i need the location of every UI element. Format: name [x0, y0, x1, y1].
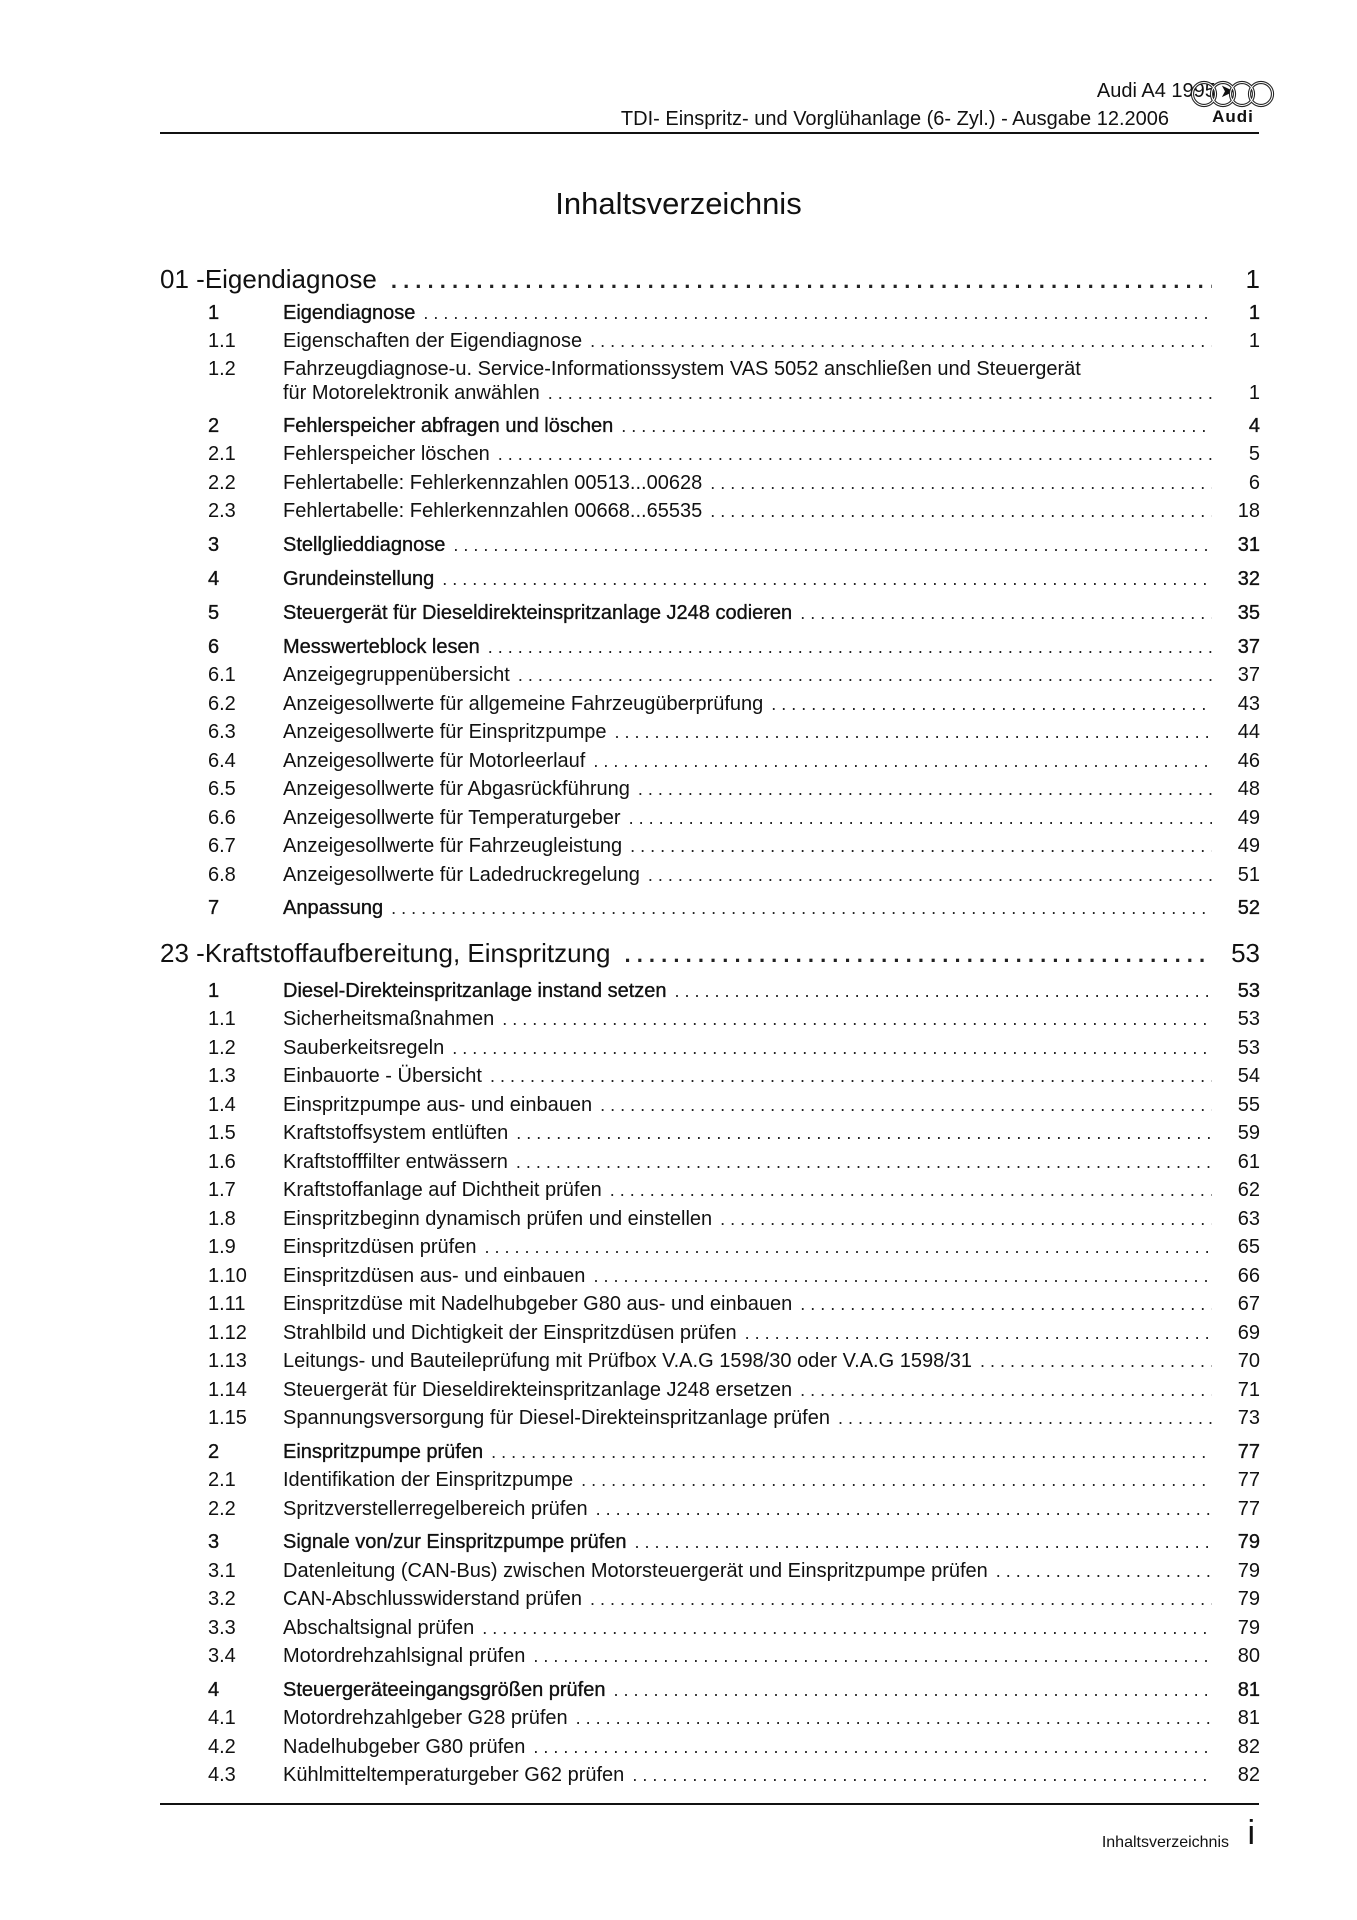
toc-entry-title: Einbauorte - Übersicht: [283, 1065, 482, 1087]
dot-leader: [391, 268, 1212, 294]
toc-entry-number: 2.2: [208, 472, 236, 494]
toc-subsection-entry[interactable]: [160, 1379, 1260, 1402]
toc-entry-page: 73: [1237, 1407, 1260, 1429]
toc-entry-title: Anzeigesollwerte für Ladedruckregelung: [283, 864, 640, 886]
dot-leader: [491, 1442, 1212, 1463]
toc-subsection-entry[interactable]: [160, 807, 1260, 830]
toc-entry-number: 1.1: [208, 330, 236, 352]
toc-subsection-entry[interactable]: [160, 443, 1260, 466]
toc-entry-title: Anzeigesollwerte für Abgasrückführung: [283, 778, 630, 800]
footer-label: Inhaltsverzeichnis: [1101, 1834, 1229, 1851]
dot-leader: [533, 1737, 1212, 1758]
toc-subsection-entry[interactable]: [160, 1350, 1260, 1373]
toc-entry-number: 1.11: [208, 1293, 246, 1315]
toc-entry-page: 79: [1237, 1588, 1260, 1610]
toc-entry-page: 51: [1237, 864, 1260, 886]
toc-entry-page: 37: [1237, 664, 1260, 686]
toc-subsection-entry[interactable]: [160, 1498, 1260, 1521]
toc-entry-title: Nadelhubgeber G80 prüfen: [283, 1736, 526, 1758]
toc-entry-page: 77: [1237, 1469, 1260, 1491]
toc-entry-title: Anpassung: [283, 897, 384, 919]
toc-section-entry[interactable]: [160, 1441, 1260, 1464]
toc-entry-page: 59: [1237, 1122, 1260, 1144]
toc-entry-title: Identifikation der Einspritzpumpe: [283, 1469, 574, 1491]
toc-entry-title: Kühlmitteltemperaturgeber G62 prüfen: [283, 1764, 625, 1786]
toc-entry-page: 32: [1237, 568, 1260, 590]
toc-subsection-entry[interactable]: [160, 500, 1260, 523]
toc-entry-number: 6.7: [208, 835, 236, 857]
toc-entry-page: 69: [1237, 1322, 1260, 1344]
toc-entry-title: Sicherheitsmaßnahmen: [283, 1008, 495, 1030]
dot-leader: [482, 1618, 1212, 1639]
toc-section-entry[interactable]: [160, 636, 1260, 659]
toc-entry-title: Messwerteblock lesen: [283, 636, 480, 658]
toc-entry-title: Fehlerspeicher löschen: [283, 443, 490, 465]
toc-subsection-entry[interactable]: [160, 1293, 1260, 1316]
dot-leader: [516, 1123, 1212, 1144]
toc-subsection-entry[interactable]: [160, 778, 1260, 801]
toc-entry-title: Spritzverstellerregelbereich prüfen: [283, 1498, 588, 1520]
toc-subsection-entry[interactable]: [160, 1407, 1260, 1430]
toc-entry-number: 1.14: [208, 1379, 247, 1401]
toc-entry-page: 77: [1237, 1498, 1260, 1520]
toc-entry-title: Einspritzdüsen aus- und einbauen: [283, 1265, 586, 1287]
toc-section-entry[interactable]: [160, 602, 1260, 625]
toc-subsection-entry[interactable]: [160, 330, 1260, 353]
toc-entry-title: Fehlerspeicher abfragen und löschen: [283, 415, 614, 437]
dot-leader: [518, 665, 1212, 686]
toc-subsection-entry[interactable]: [160, 1736, 1260, 1759]
toc-entry-title: Anzeigesollwerte für Einspritzpumpe: [283, 721, 607, 743]
dot-leader: [710, 473, 1212, 494]
toc-entry-title: Anzeigesollwerte für Temperaturgeber: [283, 807, 621, 829]
toc-subsection-entry[interactable]: [160, 1236, 1260, 1259]
toc-subsection-entry[interactable]: [160, 1094, 1260, 1117]
toc-entry-number: 1.5: [208, 1122, 236, 1144]
toc-entry-page: 49: [1237, 835, 1260, 857]
dot-leader: [638, 779, 1212, 800]
toc-entry-title: Leitungs- und Bauteileprüfung mit Prüfbox V.A.G 1598/30 oder V.A.G 1598/31: [283, 1350, 972, 1372]
dot-leader: [590, 331, 1212, 352]
toc-subsection-entry[interactable]: [160, 1617, 1260, 1640]
toc-subsection-entry[interactable]: [160, 1764, 1260, 1787]
toc-entry-number: 1.12: [208, 1322, 247, 1344]
audi-logo: [1190, 80, 1280, 130]
toc-entry-title: Strahlbild und Dichtigkeit der Einspritzdüsen prüfen: [283, 1322, 737, 1344]
toc-section-entry[interactable]: [160, 897, 1260, 920]
toc-entry-number: 3.4: [208, 1645, 236, 1667]
toc-entry-number: 4.2: [208, 1736, 236, 1758]
toc-entry-title: Eigendiagnose: [283, 302, 416, 324]
dot-leader: [648, 865, 1212, 886]
toc-entry-number: 1.10: [208, 1265, 247, 1287]
toc-entry-number: 2: [208, 1441, 220, 1463]
footer-rule: [160, 1803, 1259, 1805]
toc-entry-page: 49: [1237, 807, 1260, 829]
dot-leader: [800, 1380, 1212, 1401]
toc-entry-title: Einspritzbeginn dynamisch prüfen und einstellen: [283, 1208, 713, 1230]
toc-entry-number: 6.3: [208, 721, 236, 743]
dot-leader: [675, 981, 1212, 1002]
page-title: Inhaltsverzeichnis: [555, 186, 802, 221]
toc-entry-page: 1: [1248, 330, 1260, 352]
toc-entry-page: 67: [1237, 1293, 1260, 1315]
toc-subsection-entry[interactable]: [160, 693, 1260, 716]
toc-entry-title: Motordrehzahlgeber G28 prüfen: [283, 1707, 568, 1729]
dot-leader: [548, 383, 1212, 404]
toc-entry-number: 1.13: [208, 1350, 247, 1372]
toc-entry-number: 7: [208, 897, 220, 919]
toc-entry-title: Anzeigesollwerte für Fahrzeugleistung: [283, 835, 623, 857]
dot-leader: [980, 1351, 1212, 1372]
toc-entry-number: 1: [208, 980, 220, 1002]
toc-entry-title: Steuergerät für Dieseldirekteinspritzanlage J248 codieren: [283, 602, 793, 624]
dot-leader: [593, 1266, 1212, 1287]
toc-entry-number: 6.6: [208, 807, 236, 829]
toc-entry-title: Fehlertabelle: Fehlerkennzahlen 00668...65535: [283, 500, 703, 522]
toc-entry-number: 6.1: [208, 664, 236, 686]
header-rule: [160, 132, 1259, 134]
toc-entry-page: 71: [1237, 1379, 1260, 1401]
toc-entry-title: Fahrzeugdiagnose-u. Service-Informationssystem VAS 5052 anschließen und Steuergerät: [283, 358, 1081, 380]
toc-entry-title: Kraftstoffsystem entlüften: [283, 1122, 509, 1144]
toc-entry-title: Diesel-Direkteinspritzanlage instand setzen: [283, 980, 667, 1002]
toc-entry-number: 3.1: [208, 1560, 236, 1582]
toc-section-entry[interactable]: [160, 415, 1260, 438]
toc-entry-title: Stellglieddiagnose: [283, 534, 446, 556]
toc-entry-number: 6.4: [208, 750, 236, 772]
toc-entry-number: 1.9: [208, 1236, 236, 1258]
toc-subsection-entry[interactable]: [160, 1008, 1260, 1031]
toc-entry-page: 48: [1237, 778, 1260, 800]
dot-leader: [710, 501, 1212, 522]
dot-leader: [745, 1323, 1212, 1344]
dot-leader: [590, 1589, 1212, 1610]
dot-leader: [800, 1294, 1212, 1315]
toc-entry-title: Datenleitung (CAN-Bus) zwischen Motorsteuergerät und Einspritzpumpe prüfen: [283, 1560, 988, 1582]
toc-subsection-entry[interactable]: [160, 1037, 1260, 1060]
dot-leader: [516, 1152, 1212, 1173]
toc-entry-number: 1.8: [208, 1208, 236, 1230]
toc-entry-title: Eigenschaften der Eigendiagnose: [283, 330, 583, 352]
toc-entry-number: 2.1: [208, 1469, 236, 1491]
dot-leader: [484, 1237, 1212, 1258]
toc-entry-page: 55: [1237, 1094, 1260, 1116]
dot-leader: [391, 898, 1212, 919]
dot-leader: [533, 1646, 1212, 1667]
toc-entry-number: 3: [208, 534, 220, 556]
toc-entry-title: Einspritzdüsen prüfen: [283, 1236, 477, 1258]
toc-subsection-entry[interactable]: [160, 1065, 1260, 1088]
toc-entry-title: Eigendiagnose: [204, 264, 377, 294]
toc-entry-page: 1: [1248, 382, 1260, 404]
toc-entry-title: Kraftstofffilter entwässern: [283, 1151, 508, 1173]
audi-rings-icon: [1190, 80, 1276, 108]
toc-entry-number: 1.1: [208, 1008, 236, 1030]
dot-leader: [596, 1499, 1212, 1520]
toc-entry-page: 79: [1237, 1560, 1260, 1582]
toc-entry-title: Signale von/zur Einspritzpumpe prüfen: [283, 1531, 627, 1553]
toc-entry-title: Spannungsversorgung für Diesel-Direkteinspritzanlage prüfen: [283, 1407, 830, 1429]
toc-entry-number: 1.15: [208, 1407, 247, 1429]
dot-leader: [488, 637, 1212, 658]
toc-entry-number: 3.3: [208, 1617, 236, 1639]
toc-subsection-entry[interactable]: [160, 472, 1260, 495]
toc-entry-page: 61: [1237, 1151, 1260, 1173]
dot-leader: [800, 603, 1212, 624]
header-model-text: Audi A4 1995: [1096, 80, 1216, 102]
toc-entry-number: 6.8: [208, 864, 236, 886]
toc-chapter-entry[interactable]: [160, 938, 1260, 969]
toc-entry-title: Einspritzdüse mit Nadelhubgeber G80 aus- und einbauen: [283, 1293, 793, 1315]
toc-subsection-entry[interactable]: [160, 1469, 1260, 1492]
toc-entry-page: 70: [1237, 1350, 1260, 1372]
toc-entry-title: Anzeigesollwerte für allgemeine Fahrzeugüberprüfung: [283, 693, 764, 715]
toc-entry-number: 3.2: [208, 1588, 236, 1610]
toc-entry-page: 53: [1231, 938, 1260, 968]
toc-entry-number: 1.7: [208, 1179, 236, 1201]
dot-leader: [720, 1209, 1212, 1230]
toc-subsection-entry[interactable]: [160, 864, 1260, 887]
toc-subsection-entry[interactable]: [160, 750, 1260, 773]
dot-leader: [996, 1561, 1212, 1582]
toc-subsection-entry[interactable]: [160, 1208, 1260, 1231]
dot-leader: [490, 1066, 1212, 1087]
toc-entry-title: Abschaltsignal prüfen: [283, 1617, 475, 1639]
toc-section-entry[interactable]: [160, 534, 1260, 557]
toc-entry-title: Steuergerät für Dieseldirekteinspritzanlage J248 ersetzen: [283, 1379, 793, 1401]
dot-leader: [600, 1095, 1212, 1116]
toc-entry-page: 54: [1237, 1065, 1260, 1087]
dot-leader: [423, 303, 1212, 324]
toc-entry-page: 82: [1237, 1764, 1260, 1786]
dot-leader: [771, 694, 1212, 715]
dot-leader: [613, 1680, 1212, 1701]
dot-leader: [498, 444, 1212, 465]
toc-entry-page: 53: [1237, 1008, 1260, 1030]
toc-entry-page: 81: [1237, 1679, 1260, 1701]
toc-entry-number: 1.4: [208, 1094, 236, 1116]
toc-entry-number: 1.3: [208, 1065, 236, 1087]
toc-entry-number: 01 -: [160, 264, 205, 294]
toc-entry-page: 44: [1237, 721, 1260, 743]
dot-leader: [581, 1470, 1212, 1491]
toc-entry-page: 6: [1248, 472, 1260, 494]
arrow-right-icon: ➤: [1219, 81, 1235, 101]
toc-subsection-entry[interactable]: [160, 835, 1260, 858]
footer-page-number: i: [1247, 1814, 1255, 1852]
toc-subsection-entry[interactable]: [160, 1645, 1260, 1668]
toc-entry-page: 31: [1237, 534, 1260, 556]
toc-entry-number: 4.3: [208, 1764, 236, 1786]
toc-entry-page: 53: [1237, 980, 1260, 1002]
toc-entry-page: 63: [1237, 1208, 1260, 1230]
toc-entry-number: 3: [208, 1531, 220, 1553]
dot-leader: [629, 808, 1212, 829]
dot-leader: [632, 1765, 1212, 1786]
toc-subsection-entry[interactable]: [160, 1707, 1260, 1730]
toc-entry-page: 1: [1248, 302, 1260, 324]
toc-entry-number: 5: [208, 602, 220, 624]
toc-subsection-entry[interactable]: [160, 1151, 1260, 1174]
audi-wordmark: Audi: [1212, 107, 1254, 126]
toc-entry-page: 81: [1237, 1707, 1260, 1729]
toc-subsection-entry[interactable]: [160, 1322, 1260, 1345]
dot-leader: [576, 1708, 1212, 1729]
toc-entry-number: 6: [208, 636, 220, 658]
toc-entry-title: Einspritzpumpe prüfen: [283, 1441, 484, 1463]
toc-entry-continuation[interactable]: [160, 382, 1260, 405]
toc-entry-title: Sauberkeitsregeln: [283, 1037, 445, 1059]
toc-entry-page: 79: [1237, 1531, 1260, 1553]
toc-entry-title: Grundeinstellung: [283, 568, 435, 590]
toc-entry-number: 1.6: [208, 1151, 236, 1173]
toc-entry-number: 4: [208, 1679, 220, 1701]
toc-entry-page: 82: [1237, 1736, 1260, 1758]
toc-section-entry[interactable]: [160, 1679, 1260, 1702]
toc-entry-title: Einspritzpumpe aus- und einbauen: [283, 1094, 593, 1116]
toc-entry-title: für Motorelektronik anwählen: [283, 382, 540, 404]
toc-entry-title: Kraftstoffaufbereitung, Einspritzung: [204, 938, 611, 968]
dot-leader: [452, 1038, 1212, 1059]
toc-entry-number: 1.2: [208, 358, 236, 380]
toc-entry-title: Kraftstoffanlage auf Dichtheit prüfen: [283, 1179, 602, 1201]
toc-entry-number: 2.1: [208, 443, 236, 465]
toc-entry-page: 66: [1237, 1265, 1260, 1287]
dot-leader: [615, 722, 1213, 743]
toc-entry-page: 4: [1248, 415, 1260, 437]
toc-subsection-entry[interactable]: [160, 1122, 1260, 1145]
toc-entry-page: 53: [1237, 1037, 1260, 1059]
toc-entry-page: 80: [1237, 1645, 1260, 1667]
toc-entry-page: 18: [1237, 500, 1260, 522]
toc-subsection-entry[interactable]: [160, 1560, 1260, 1583]
toc-entry-number: 4.1: [208, 1707, 236, 1729]
toc-entry-title: Anzeigesollwerte für Motorleerlauf: [283, 750, 586, 772]
toc-entry-number: 2.3: [208, 500, 236, 522]
dot-leader: [838, 1408, 1212, 1429]
dot-leader: [442, 569, 1212, 590]
toc-entry-page: 1: [1245, 264, 1260, 294]
dot-leader: [502, 1009, 1212, 1030]
toc-section-entry[interactable]: [160, 980, 1260, 1003]
toc-entry-page: 52: [1237, 897, 1260, 919]
dot-leader: [624, 942, 1212, 968]
toc-subsection-entry[interactable]: [160, 1265, 1260, 1288]
toc-section-entry[interactable]: [160, 1531, 1260, 1554]
toc-entry-page: 43: [1237, 693, 1260, 715]
dot-leader: [630, 836, 1212, 857]
dot-leader: [453, 535, 1212, 556]
dot-leader: [621, 416, 1212, 437]
toc-entry-page: 79: [1237, 1617, 1260, 1639]
toc-entry-title: CAN-Abschlusswiderstand prüfen: [283, 1588, 583, 1610]
dot-leader: [635, 1532, 1212, 1553]
toc-entry-title: Anzeigegruppenübersicht: [283, 664, 510, 686]
toc-entry-number: 1.2: [208, 1037, 236, 1059]
header-subtitle: TDI- Einspritz- und Vorglühanlage (6- Zyl.) - Ausgabe 12.2006: [620, 108, 1169, 130]
toc-entry-page: 77: [1237, 1441, 1260, 1463]
toc-entry-number: 6.5: [208, 778, 236, 800]
toc-entry-number: 2.2: [208, 1498, 236, 1520]
toc-entry-title: Fehlertabelle: Fehlerkennzahlen 00513...00628: [283, 472, 703, 494]
toc-subsection-entry[interactable]: [160, 1588, 1260, 1611]
dot-leader: [610, 1180, 1212, 1201]
toc-entry-number: 23 -: [160, 938, 205, 968]
toc-subsection-entry[interactable]: [160, 1179, 1260, 1202]
toc-entry-page: 65: [1237, 1236, 1260, 1258]
toc-entry-page: 62: [1237, 1179, 1260, 1201]
toc-section-entry[interactable]: [160, 568, 1260, 591]
toc-subsection-entry[interactable]: [160, 721, 1260, 744]
toc-section-entry[interactable]: [160, 302, 1260, 325]
toc-subsection-entry[interactable]: [160, 664, 1260, 687]
toc-entry-title: Steuergeräteeingangsgrößen prüfen: [283, 1679, 606, 1701]
dot-leader: [593, 751, 1212, 772]
toc-entry-number: 2: [208, 415, 220, 437]
toc-entry-page: 5: [1248, 443, 1260, 465]
toc-entry-page: 46: [1237, 750, 1260, 772]
toc-entry-page: 37: [1237, 636, 1260, 658]
toc-entry-page: 35: [1237, 602, 1260, 624]
toc-chapter-entry[interactable]: [160, 264, 1260, 295]
toc-entry-title: Motordrehzahlsignal prüfen: [283, 1645, 526, 1667]
toc-entry-number: 6.2: [208, 693, 236, 715]
toc-subsection-entry[interactable]: [160, 358, 1260, 381]
toc-entry-number: 4: [208, 568, 220, 590]
toc-entry-number: 1: [208, 302, 220, 324]
